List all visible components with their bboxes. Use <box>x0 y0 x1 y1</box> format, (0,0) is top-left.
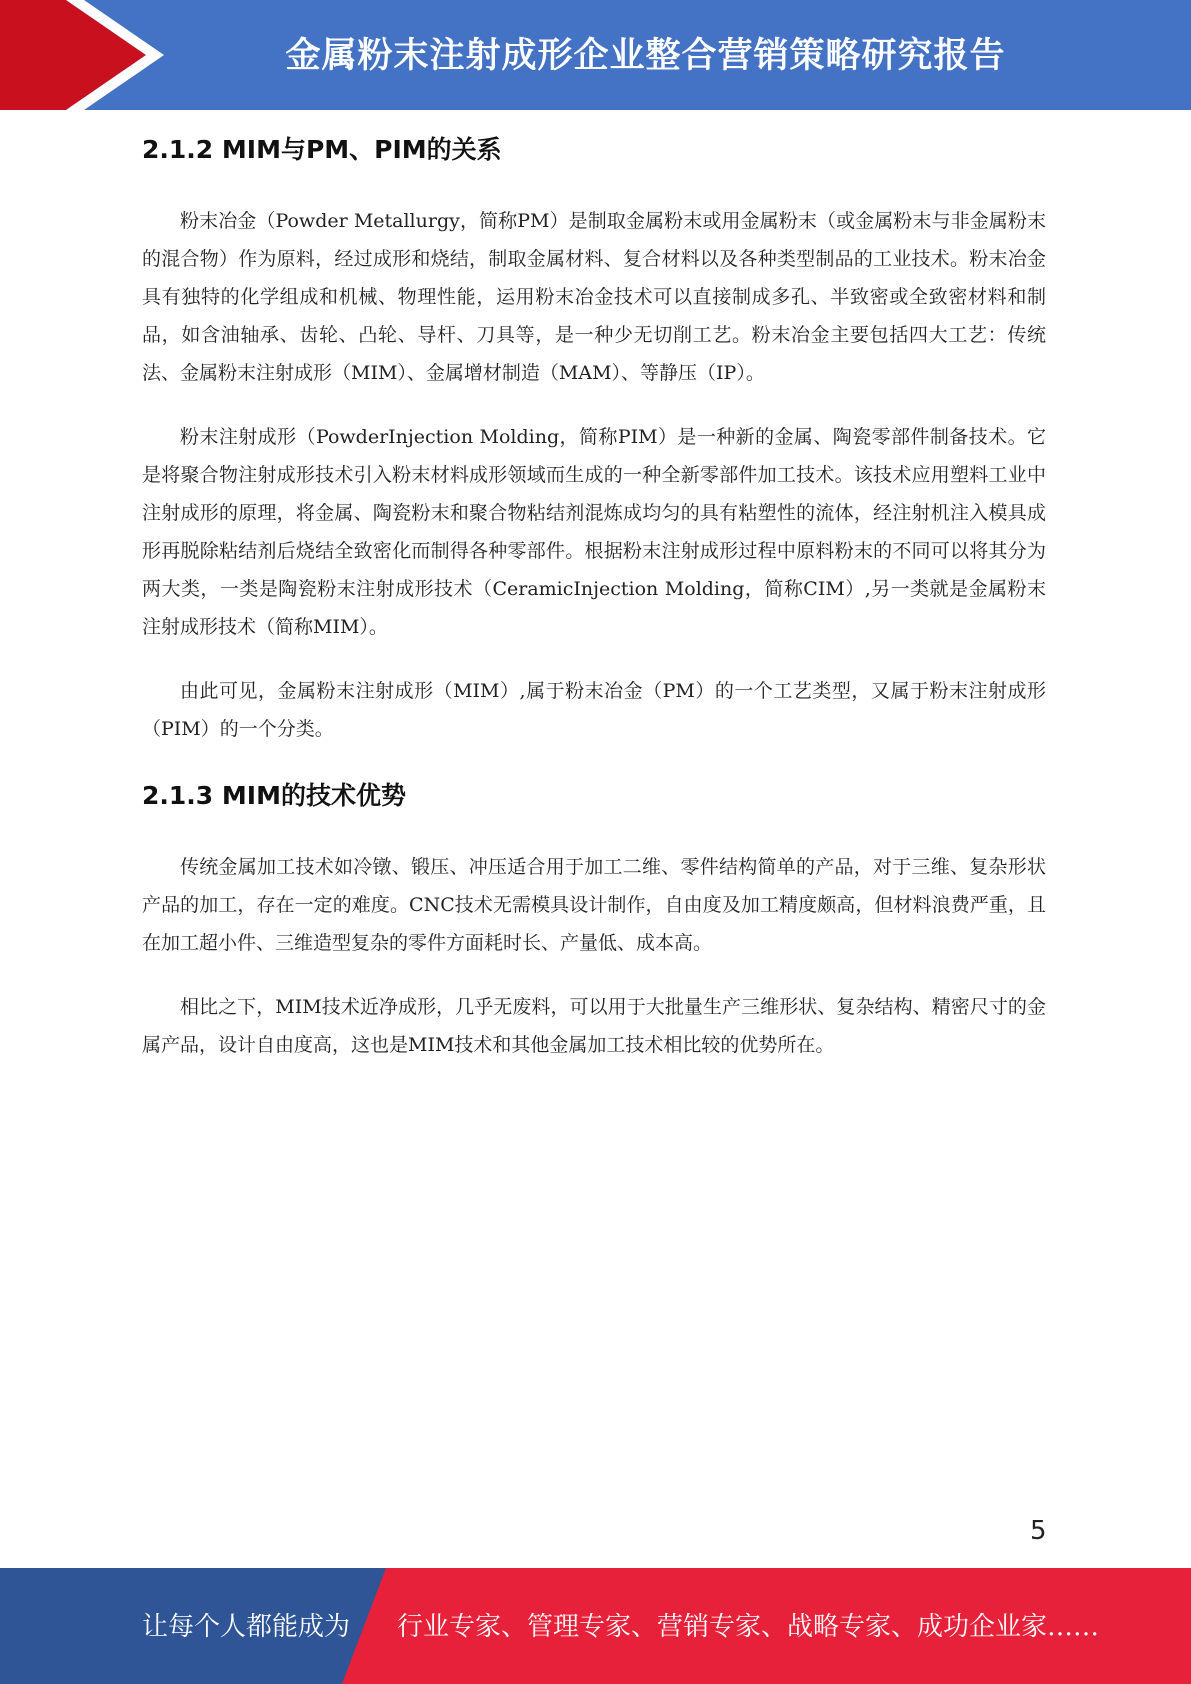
paragraph: 传统金属加工技术如冷镦、锻压、冲压适合用于加工二维、零件结构简单的产品，对于三维、复杂形状产品的加工，存在一定的难度。CNC技术无需模具设计制作，自由度及加工精度颇高，但材料浪费严重，且在加工超小件、三维造型复杂的零件方面耗时长、产量低、成本高。 <box>142 856 1046 954</box>
footer-slogan-right: 行业专家、管理专家、营销专家、战略专家、成功企业家…… <box>397 1612 1100 1642</box>
page-number: 5 <box>1030 1516 1047 1546</box>
footer-banner <box>0 1568 1191 1684</box>
header-banner <box>0 0 1191 110</box>
paragraph: 粉末冶金（Powder Metallurgy，简称PM）是制取金属粉末或用金属粉末（或金属粉末与非金属粉末的混合物）作为原料，经过成形和烧结，制取金属材料、复合材料以及各种类型制品的工业技术。粉末冶金具有独特的化学组成和机械、物理性能，运用粉末冶金技术可以直接制成多孔、半致密或全致密材料和制品，如含油轴承、齿轮、凸轮、导杆、刀具等，是一种少无切削工艺。粉末冶金主要包括四大工艺：传统法、金属粉末注射成形（MIM）、金属增材制造（MAM）、等静压（IP）。 <box>142 210 1046 384</box>
paragraph: 相比之下，MIM技术近净成形，几乎无废料，可以用于大批量生产三维形状、复杂结构、精密尺寸的金属产品，设计自由度高，这也是MIM技术和其他金属加工技术相比较的优势所在。 <box>142 996 1046 1056</box>
paragraph: 由此可见，金属粉末注射成形（MIM）,属于粉末冶金（PM）的一个工艺类型，又属于粉末注射成形（PIM）的一个分类。 <box>142 680 1046 740</box>
section-heading-2-1-2: 2.1.2 MIM与PM、PIM的关系 <box>142 135 502 164</box>
section-heading-2-1-3: 2.1.3 MIM的技术优势 <box>142 781 406 810</box>
paragraph: 粉末注射成形（PowderInjection Molding，简称PIM）是一种新的金属、陶瓷零部件制备技术。它是将聚合物注射成形技术引入粉末材料成形领域而生成的一种全新零部件加工技术。该技术应用塑料工业中注射成形的原理，将金属、陶瓷粉末和聚合物粘结剂混炼成均匀的具有粘塑性的流体，经注射机注入模具成形再脱除粘结剂后烧结全致密化而制得各种零部件。根据粉末注射成形过程中原料粉末的不同可以将其分为两大类，一类是陶瓷粉末注射成形技术（CeramicInjection Molding，简称CIM）,另一类就是金属粉末注射成形技术（简称MIM）。 <box>142 426 1046 638</box>
footer-slogan-left: 让每个人都能成为 <box>142 1612 351 1642</box>
page-content <box>142 128 1046 1090</box>
report-title: 金属粉末注射成形企业整合营销策略研究报告 <box>285 36 1006 76</box>
